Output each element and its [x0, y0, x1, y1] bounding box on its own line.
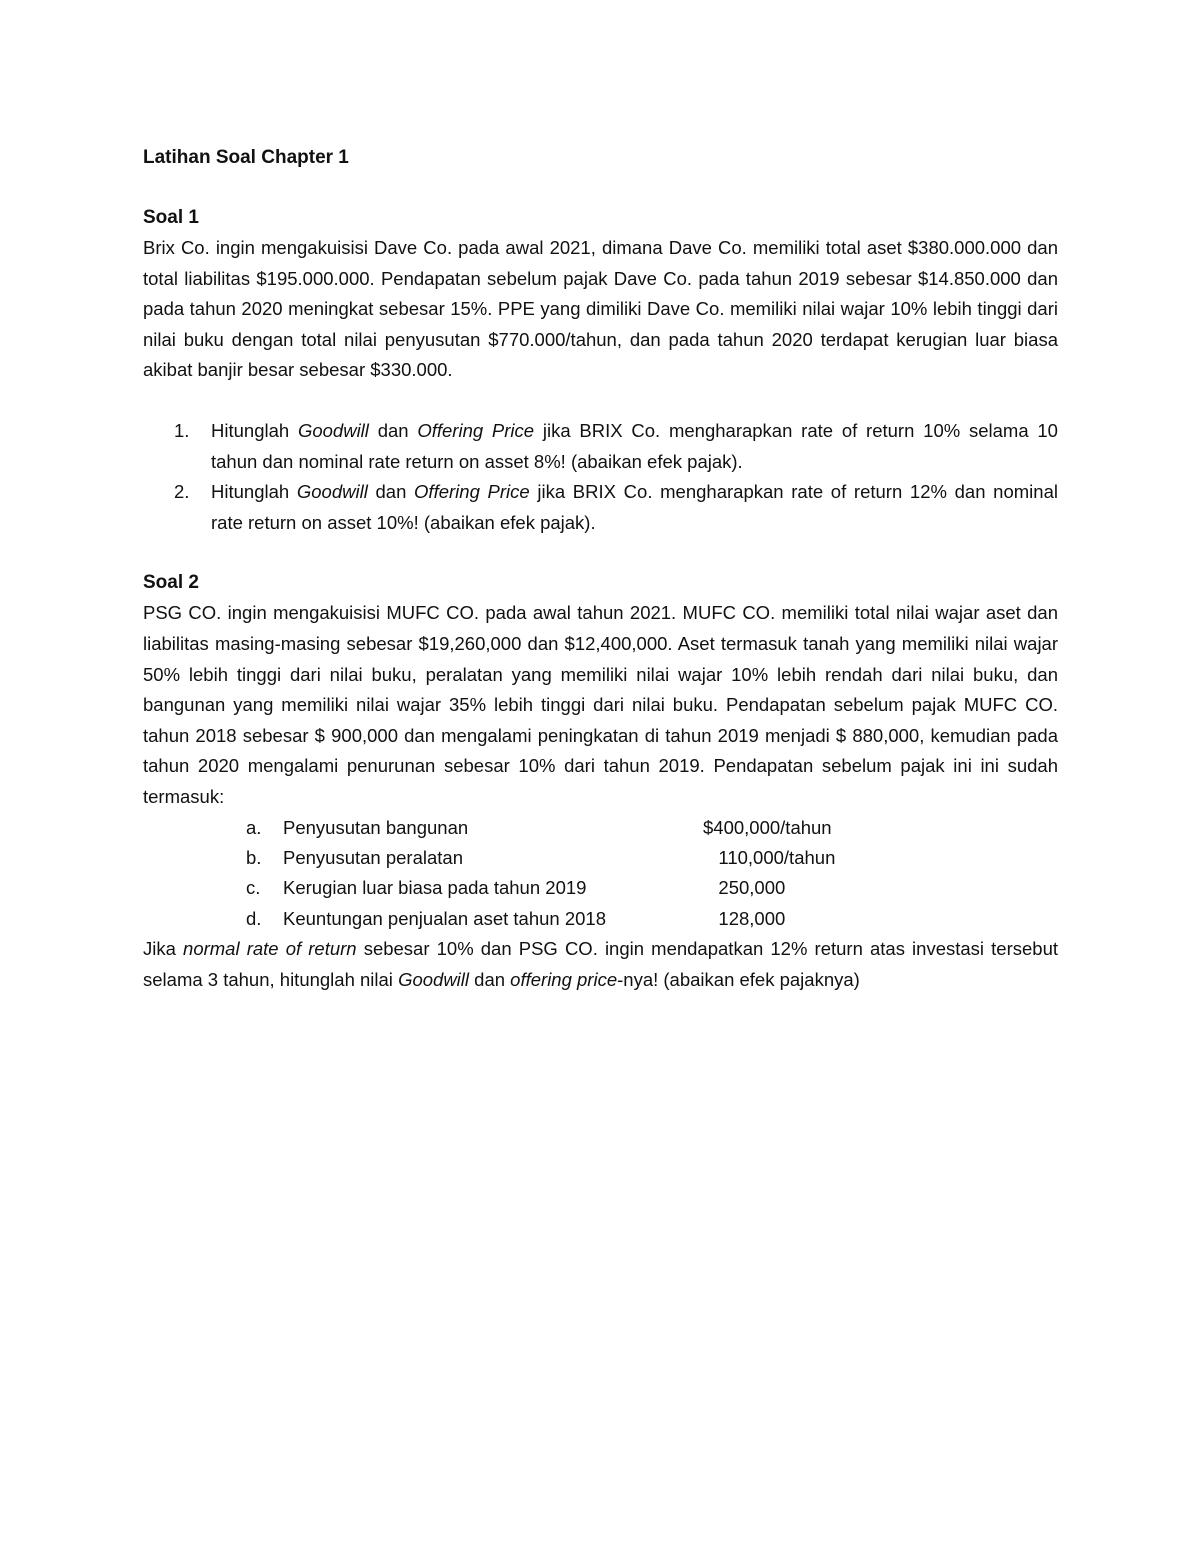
- question-item: [143, 477, 1058, 538]
- soal2-paragraph: PSG CO. ingin mengakuisisi MUFC CO. pada awal tahun 2021. MUFC CO. memiliki total nilai wajar aset dan liabilitas masing-masing sebesar $19,260,000 dan $12,400,000. Aset termasuk tanah yang memiliki nilai wajar 50% lebih tinggi dari nilai buku, peralatan yang memiliki nilai wajar 10% lebih rendah dari nilai buku, dan bangunan yang memiliki nilai wajar 35% lebih tinggi dari nilai buku. Pendapatan sebelum pajak MUFC CO. tahun 2018 sebesar $ 900,000 dan mengalami peningkatan di tahun 2019 menjadi $ 880,000, kemudian pada tahun 2020 mengalami penurunan sebesar 10% dari tahun 2019. Pendapatan sebelum pajak ini ini sudah termasuk:: [143, 602, 1058, 807]
- item-amount: 110,000/tahun: [703, 846, 836, 868]
- question-text: Hitunglah: [211, 419, 298, 441]
- document-title: Latihan Soal Chapter 1: [143, 147, 349, 168]
- item-description: Keuntungan penjualan aset tahun 2018: [283, 907, 607, 929]
- question-number: 1.: [174, 419, 190, 441]
- closing-term: normal rate of return: [183, 938, 357, 960]
- soal2-closing: [143, 934, 1058, 995]
- question-item: [143, 416, 1058, 477]
- item-amount: 128,000: [703, 907, 786, 929]
- document-page: [143, 143, 1058, 995]
- closing-term: offering price: [510, 968, 618, 990]
- item-description: Penyusutan bangunan: [283, 816, 469, 838]
- item-description: Kerugian luar biasa pada tahun 2019: [283, 877, 587, 899]
- item-description: Penyusutan peralatan: [283, 846, 463, 868]
- item-letter: b.: [246, 846, 262, 868]
- question-text: jika BRIX Co. mengharapkan rate of return 12% dan nominal rate return on asset 10%! (abaikan efek pajak).: [211, 481, 1058, 533]
- item-letter: d.: [246, 907, 262, 929]
- list-item: [143, 873, 1058, 903]
- item-letter: c.: [246, 877, 261, 899]
- list-item: [143, 813, 1058, 843]
- question-text: dan: [368, 419, 418, 441]
- question-term: Goodwill: [297, 419, 369, 441]
- item-letter: a.: [246, 816, 262, 838]
- closing-text: dan: [469, 968, 511, 990]
- question-term: Goodwill: [296, 481, 368, 503]
- closing-text: sebesar 10% dan PSG CO. ingin mendapatkan 12% return atas investasi tersebut selama 3 tahun, hitunglah nilai: [143, 938, 1058, 990]
- closing-text: -nya! (abaikan efek pajaknya): [617, 968, 860, 990]
- soal1-heading: Soal 1: [143, 207, 199, 228]
- soal2-heading: Soal 2: [143, 572, 199, 594]
- soal2-items: [143, 813, 1058, 935]
- list-item: [143, 904, 1058, 934]
- soal1-questions: [143, 416, 1058, 538]
- question-term: Offering Price: [417, 419, 535, 441]
- item-amount: $400,000/tahun: [703, 816, 832, 838]
- soal1-paragraph: Brix Co. ingin mengakuisisi Dave Co. pada awal 2021, dimana Dave Co. memiliki total aset $380.000.000 dan total liabilitas $195.000.000. Pendapatan sebelum pajak Dave Co. pada tahun 2019 sebesar $14.850.000 dan pada tahun 2020 meningkat sebesar 15%. PPE yang dimiliki Dave Co. memiliki nilai wajar 10% lebih tinggi dari nilai buku dengan total nilai penyusutan $770.000/tahun, dan pada tahun 2020 terdapat kerugian luar biasa akibat banjir besar sebesar $330.000.: [143, 237, 1058, 381]
- closing-term: Goodwill: [398, 968, 470, 990]
- closing-text: Jika: [143, 938, 184, 960]
- question-text: jika BRIX Co. mengharapkan rate of return 10% selama 10 tahun dan nominal rate return on asset 8%! (abaikan efek pajak).: [211, 419, 1058, 472]
- item-amount: 250,000: [703, 877, 786, 899]
- question-number: 2.: [174, 481, 190, 503]
- question-term: Offering Price: [414, 481, 530, 503]
- question-text: dan: [367, 481, 415, 503]
- list-item: [143, 843, 1058, 873]
- question-text: Hitunglah: [211, 481, 297, 503]
